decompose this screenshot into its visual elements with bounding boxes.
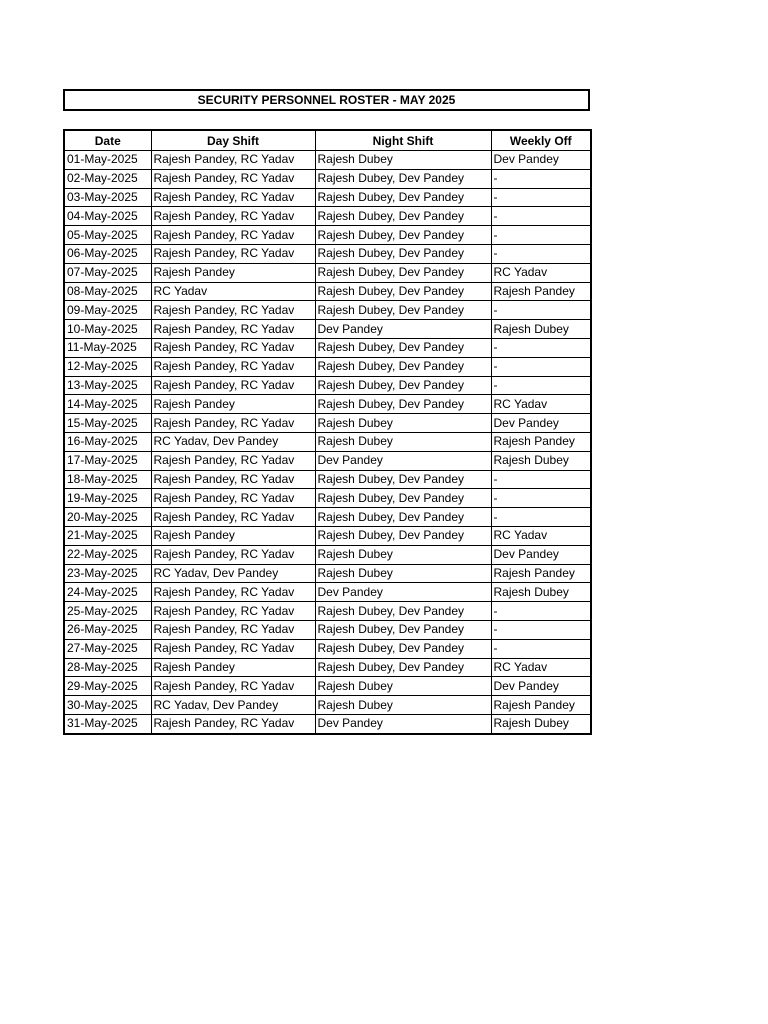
- night-shift-cell: Rajesh Dubey, Dev Pandey: [315, 639, 491, 658]
- night-shift-cell: Rajesh Dubey: [315, 151, 491, 170]
- date-cell: 20-May-2025: [64, 508, 151, 527]
- night-shift-cell: Dev Pandey: [315, 320, 491, 339]
- weekly-off-cell: Rajesh Pandey: [491, 564, 591, 583]
- weekly-off-cell: Rajesh Pandey: [491, 432, 591, 451]
- day-shift-cell: RC Yadav, Dev Pandey: [151, 696, 315, 715]
- day-shift-cell: Rajesh Pandey, RC Yadav: [151, 151, 315, 170]
- weekly-off-cell: Rajesh Pandey: [491, 282, 591, 301]
- day-shift-cell: Rajesh Pandey, RC Yadav: [151, 620, 315, 639]
- weekly-off-cell: -: [491, 470, 591, 489]
- weekly-off-cell: -: [491, 244, 591, 263]
- header-night-shift: Night Shift: [315, 130, 491, 151]
- date-cell: 29-May-2025: [64, 677, 151, 696]
- header-weekly-off: Weekly Off: [491, 130, 591, 151]
- date-cell: 23-May-2025: [64, 564, 151, 583]
- day-shift-cell: Rajesh Pandey, RC Yadav: [151, 301, 315, 320]
- table-row: [64, 489, 591, 508]
- weekly-off-cell: Rajesh Pandey: [491, 696, 591, 715]
- date-cell: 01-May-2025: [64, 151, 151, 170]
- header-date: Date: [64, 130, 151, 151]
- night-shift-cell: Rajesh Dubey, Dev Pandey: [315, 244, 491, 263]
- table-row: [64, 451, 591, 470]
- table-row: [64, 602, 591, 621]
- roster-title: SECURITY PERSONNEL ROSTER - MAY 2025: [63, 89, 590, 111]
- day-shift-cell: Rajesh Pandey, RC Yadav: [151, 244, 315, 263]
- weekly-off-cell: -: [491, 169, 591, 188]
- day-shift-cell: Rajesh Pandey, RC Yadav: [151, 714, 315, 733]
- weekly-off-cell: Dev Pandey: [491, 545, 591, 564]
- date-cell: 18-May-2025: [64, 470, 151, 489]
- date-cell: 09-May-2025: [64, 301, 151, 320]
- table-row: [64, 526, 591, 545]
- table-row: [64, 169, 591, 188]
- date-cell: 04-May-2025: [64, 207, 151, 226]
- weekly-off-cell: -: [491, 226, 591, 245]
- night-shift-cell: Rajesh Dubey, Dev Pandey: [315, 508, 491, 527]
- day-shift-cell: Rajesh Pandey: [151, 263, 315, 282]
- night-shift-cell: Rajesh Dubey, Dev Pandey: [315, 357, 491, 376]
- table-row: [64, 677, 591, 696]
- weekly-off-cell: Rajesh Dubey: [491, 320, 591, 339]
- day-shift-cell: Rajesh Pandey, RC Yadav: [151, 677, 315, 696]
- date-cell: 27-May-2025: [64, 639, 151, 658]
- night-shift-cell: Rajesh Dubey: [315, 677, 491, 696]
- weekly-off-cell: -: [491, 639, 591, 658]
- date-cell: 21-May-2025: [64, 526, 151, 545]
- weekly-off-cell: Dev Pandey: [491, 677, 591, 696]
- day-shift-cell: Rajesh Pandey, RC Yadav: [151, 508, 315, 527]
- date-cell: 03-May-2025: [64, 188, 151, 207]
- night-shift-cell: Dev Pandey: [315, 451, 491, 470]
- weekly-off-cell: RC Yadav: [491, 263, 591, 282]
- day-shift-cell: RC Yadav, Dev Pandey: [151, 564, 315, 583]
- night-shift-cell: Rajesh Dubey, Dev Pandey: [315, 169, 491, 188]
- day-shift-cell: Rajesh Pandey, RC Yadav: [151, 414, 315, 433]
- day-shift-cell: RC Yadav: [151, 282, 315, 301]
- night-shift-cell: Rajesh Dubey: [315, 414, 491, 433]
- table-row: [64, 414, 591, 433]
- table-row: [64, 470, 591, 489]
- table-row: [64, 151, 591, 170]
- table-row: [64, 583, 591, 602]
- day-shift-cell: Rajesh Pandey, RC Yadav: [151, 207, 315, 226]
- table-row: [64, 432, 591, 451]
- day-shift-cell: Rajesh Pandey, RC Yadav: [151, 338, 315, 357]
- weekly-off-cell: -: [491, 376, 591, 395]
- table-row: [64, 395, 591, 414]
- table-row: [64, 263, 591, 282]
- weekly-off-cell: Dev Pandey: [491, 414, 591, 433]
- date-cell: 17-May-2025: [64, 451, 151, 470]
- night-shift-cell: Dev Pandey: [315, 583, 491, 602]
- night-shift-cell: Rajesh Dubey, Dev Pandey: [315, 188, 491, 207]
- day-shift-cell: Rajesh Pandey, RC Yadav: [151, 320, 315, 339]
- night-shift-cell: Rajesh Dubey, Dev Pandey: [315, 489, 491, 508]
- night-shift-cell: Rajesh Dubey: [315, 696, 491, 715]
- weekly-off-cell: RC Yadav: [491, 526, 591, 545]
- day-shift-cell: Rajesh Pandey, RC Yadav: [151, 470, 315, 489]
- night-shift-cell: Dev Pandey: [315, 714, 491, 733]
- table-row: [64, 508, 591, 527]
- night-shift-cell: Rajesh Dubey, Dev Pandey: [315, 470, 491, 489]
- night-shift-cell: Rajesh Dubey, Dev Pandey: [315, 207, 491, 226]
- night-shift-cell: Rajesh Dubey, Dev Pandey: [315, 526, 491, 545]
- date-cell: 14-May-2025: [64, 395, 151, 414]
- day-shift-cell: Rajesh Pandey, RC Yadav: [151, 545, 315, 564]
- date-cell: 05-May-2025: [64, 226, 151, 245]
- night-shift-cell: Rajesh Dubey: [315, 432, 491, 451]
- date-cell: 02-May-2025: [64, 169, 151, 188]
- weekly-off-cell: Rajesh Dubey: [491, 451, 591, 470]
- weekly-off-cell: Rajesh Dubey: [491, 583, 591, 602]
- night-shift-cell: Rajesh Dubey, Dev Pandey: [315, 301, 491, 320]
- table-row: [64, 357, 591, 376]
- date-cell: 28-May-2025: [64, 658, 151, 677]
- table-row: [64, 244, 591, 263]
- night-shift-cell: Rajesh Dubey, Dev Pandey: [315, 263, 491, 282]
- date-cell: 06-May-2025: [64, 244, 151, 263]
- table-row: [64, 188, 591, 207]
- day-shift-cell: Rajesh Pandey, RC Yadav: [151, 226, 315, 245]
- date-cell: 13-May-2025: [64, 376, 151, 395]
- table-row: [64, 696, 591, 715]
- weekly-off-cell: -: [491, 338, 591, 357]
- weekly-off-cell: RC Yadav: [491, 395, 591, 414]
- day-shift-cell: Rajesh Pandey: [151, 658, 315, 677]
- date-cell: 22-May-2025: [64, 545, 151, 564]
- night-shift-cell: Rajesh Dubey, Dev Pandey: [315, 338, 491, 357]
- night-shift-cell: Rajesh Dubey, Dev Pandey: [315, 395, 491, 414]
- day-shift-cell: Rajesh Pandey, RC Yadav: [151, 602, 315, 621]
- table-row: [64, 338, 591, 357]
- weekly-off-cell: -: [491, 508, 591, 527]
- date-cell: 15-May-2025: [64, 414, 151, 433]
- night-shift-cell: Rajesh Dubey, Dev Pandey: [315, 620, 491, 639]
- date-cell: 16-May-2025: [64, 432, 151, 451]
- day-shift-cell: Rajesh Pandey, RC Yadav: [151, 188, 315, 207]
- date-cell: 30-May-2025: [64, 696, 151, 715]
- weekly-off-cell: Dev Pandey: [491, 151, 591, 170]
- weekly-off-cell: -: [491, 207, 591, 226]
- day-shift-cell: Rajesh Pandey: [151, 526, 315, 545]
- day-shift-cell: Rajesh Pandey, RC Yadav: [151, 357, 315, 376]
- date-cell: 07-May-2025: [64, 263, 151, 282]
- night-shift-cell: Rajesh Dubey, Dev Pandey: [315, 658, 491, 677]
- weekly-off-cell: -: [491, 188, 591, 207]
- weekly-off-cell: -: [491, 489, 591, 508]
- table-row: [64, 714, 591, 733]
- table-row: [64, 226, 591, 245]
- table-row: [64, 301, 591, 320]
- table-row: [64, 376, 591, 395]
- weekly-off-cell: -: [491, 620, 591, 639]
- table-row: [64, 564, 591, 583]
- table-row: [64, 658, 591, 677]
- table-row: [64, 320, 591, 339]
- day-shift-cell: Rajesh Pandey: [151, 395, 315, 414]
- date-cell: 11-May-2025: [64, 338, 151, 357]
- roster-body: [64, 151, 591, 734]
- date-cell: 10-May-2025: [64, 320, 151, 339]
- day-shift-cell: Rajesh Pandey, RC Yadav: [151, 169, 315, 188]
- date-cell: 26-May-2025: [64, 620, 151, 639]
- weekly-off-cell: -: [491, 357, 591, 376]
- table-row: [64, 545, 591, 564]
- header-day-shift: Day Shift: [151, 130, 315, 151]
- night-shift-cell: Rajesh Dubey: [315, 564, 491, 583]
- date-cell: 12-May-2025: [64, 357, 151, 376]
- header-row: [64, 130, 591, 151]
- night-shift-cell: Rajesh Dubey, Dev Pandey: [315, 376, 491, 395]
- night-shift-cell: Rajesh Dubey, Dev Pandey: [315, 602, 491, 621]
- weekly-off-cell: RC Yadav: [491, 658, 591, 677]
- date-cell: 25-May-2025: [64, 602, 151, 621]
- day-shift-cell: Rajesh Pandey, RC Yadav: [151, 376, 315, 395]
- weekly-off-cell: Rajesh Dubey: [491, 714, 591, 733]
- night-shift-cell: Rajesh Dubey, Dev Pandey: [315, 282, 491, 301]
- date-cell: 08-May-2025: [64, 282, 151, 301]
- day-shift-cell: RC Yadav, Dev Pandey: [151, 432, 315, 451]
- table-row: [64, 282, 591, 301]
- night-shift-cell: Rajesh Dubey, Dev Pandey: [315, 226, 491, 245]
- day-shift-cell: Rajesh Pandey, RC Yadav: [151, 583, 315, 602]
- table-row: [64, 620, 591, 639]
- table-row: [64, 207, 591, 226]
- date-cell: 24-May-2025: [64, 583, 151, 602]
- roster-table: [63, 129, 592, 735]
- weekly-off-cell: -: [491, 301, 591, 320]
- night-shift-cell: Rajesh Dubey: [315, 545, 491, 564]
- day-shift-cell: Rajesh Pandey, RC Yadav: [151, 489, 315, 508]
- weekly-off-cell: -: [491, 602, 591, 621]
- date-cell: 31-May-2025: [64, 714, 151, 733]
- table-row: [64, 639, 591, 658]
- date-cell: 19-May-2025: [64, 489, 151, 508]
- day-shift-cell: Rajesh Pandey, RC Yadav: [151, 451, 315, 470]
- day-shift-cell: Rajesh Pandey, RC Yadav: [151, 639, 315, 658]
